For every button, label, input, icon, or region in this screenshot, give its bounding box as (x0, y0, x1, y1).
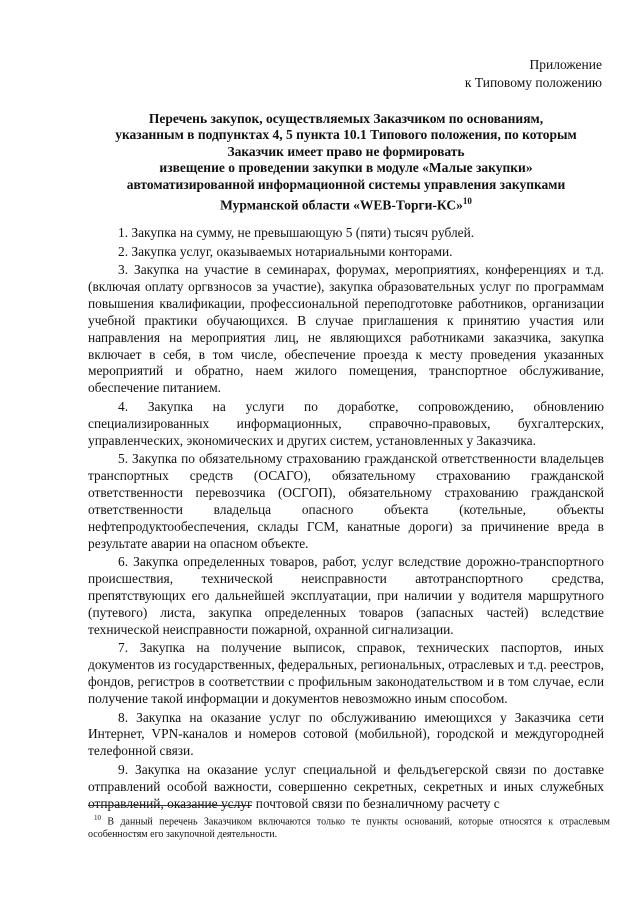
list-item: 9. Закупка на оказание услуг специальной и фельдъегерской связи по доставке отправлений особой важности, совершенно секретных, секретных и иных служебных отправлений, оказание услуг почтовой связи по безналичному расчету с (88, 761, 604, 811)
appendix-line-1: Приложение (529, 57, 602, 72)
list-item: 6. Закупка определенных товаров, работ, услуг вследствие дорожно-транспортного происшествия, технической неисправности автотранспортного средства, препятствующих его дальнейшей эксплуатации, при наличии у водителя маршрутного (путевого) листа, закупка определенных товаров (запасных частей) вследствие технической неисправности пожарной, охранной сигнализации. (88, 554, 604, 637)
document-title (88, 111, 604, 214)
document-body (88, 225, 604, 814)
list-item: 2. Закупка услуг, оказываемых нотариальными конторами. (118, 243, 453, 259)
footnote (88, 812, 610, 841)
list-item: 5. Закупка по обязательному страхованию гражданской ответственности владельцев транспортных средств (ОСАГО), обязательному страхованию гражданской ответственности перевозчика (ОСГОП), обязательному страхованию гражданской ответственности владельца опасного объекта (котельные, объекты нефтепродуктообеспечения, склады ГСМ, канатные дороги) за причинение вреда в результате аварии на опасном объекте. (88, 451, 604, 551)
footnote-text: В данный перечень Заказчиком включаются только те пункты оснований, которые относятся к отраслевым особенностям его закупочной деятельности. (88, 816, 610, 841)
title-footnote-ref: 10 (462, 196, 472, 207)
title-line-4: извещение о проведении закупки в модуле «Малые закупки» (159, 160, 533, 176)
title-line-2: указанным в подпунктах 4, 5 пункта 10.1 Типового положения, по которым (115, 127, 577, 143)
list-item: 1. Закупка на сумму, не превышающую 5 (пяти) тысяч рублей. (118, 225, 475, 240)
footnote-divider (88, 805, 252, 806)
list-item: 8. Закупка на оказание услуг по обслуживанию имеющихся у Заказчика сети Интернет, VPN-каналов и номеров сотовой (мобильной), городской и междугородней телефонной связи. (88, 709, 604, 759)
title-line-3: Заказчик имеет право не формировать (227, 143, 465, 159)
title-line-6-text: Мурманской области «WEB-Торги-КС» (220, 197, 463, 213)
list-item: 7. Закупка на получение выписок, справок, технических паспортов, иных документов из государственных, федеральных, региональных, отраслевых и т.д. реестров, фондов, регистров в соответствии с профильным законодательством и в том случае, если получение такой информации и документов невозможно иным способом. (88, 640, 604, 707)
list-item: 4. Закупка на услуги по доработке, сопровождению, обновлению специализированных информационных, справочно-правовых, бухгалтерских, управленческих, экономических и других систем, установленных у Заказчика. (88, 398, 604, 448)
footnote-ref: 10 (94, 814, 101, 822)
list-item: 3. Закупка на участие в семинарах, форумах, мероприятиях, конференциях и т.д. (включая оплату оргвзносов за участие), закупка образовательных услуг по программам повышения квалификации, профессиональной переподготовке работников, организации учебной практики обучающихся. В случае приглашения к принятию участия или направления на мероприятия лиц, не являющихся работниками заказчика, закупка включает в себя, в том числе, обеспечение проезда к месту проведения указанных мероприятий и обратно, наем жилого помещения, транспортное обслуживание, обеспечение питанием. (88, 262, 604, 396)
appendix-note (465, 56, 602, 92)
appendix-line-2: к Типовому положению (464, 75, 602, 90)
title-line-1: Перечень закупок, осуществляемых Заказчиком по основаниям, (148, 111, 544, 126)
title-line-6 (88, 193, 604, 214)
title-line-5: автоматизированной информационной системы управления закупками (126, 176, 566, 192)
